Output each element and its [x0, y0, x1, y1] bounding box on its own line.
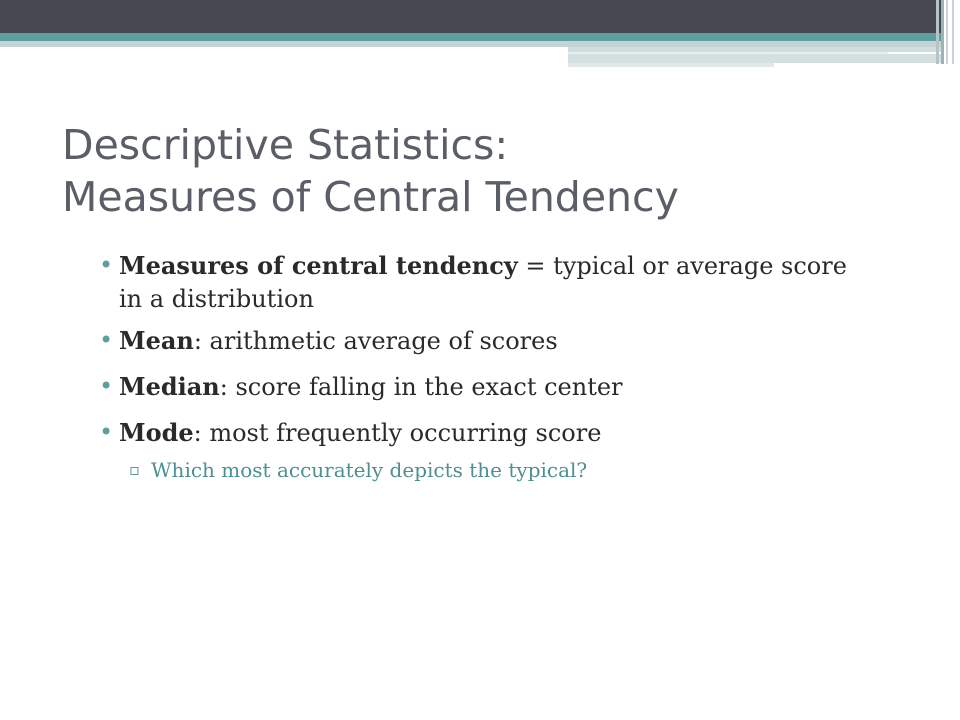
bullet-text: : score falling in the exact center — [219, 373, 623, 401]
bullet-dot-icon: • — [99, 326, 114, 354]
bullet-term: Mode — [119, 418, 194, 447]
bullet-item-mean — [99, 324, 859, 358]
slide-title-line-1: Descriptive Statistics: — [62, 121, 509, 169]
header-teal-stripe — [0, 33, 944, 41]
bullet-item-mode — [99, 416, 859, 450]
bullet-text: : most frequently occurring score — [193, 419, 602, 447]
header-lower-stripe — [568, 54, 944, 63]
bullet-dot-icon: • — [99, 251, 114, 279]
slide-title — [62, 119, 902, 223]
sub-bullet-text: Which most accurately depicts the typical? — [151, 458, 588, 482]
edge-line-2 — [941, 0, 944, 64]
bullet-dot-icon: • — [99, 372, 114, 400]
bullet-dot-icon: • — [99, 418, 114, 446]
slide-title-line-2: Measures of Central Tendency — [62, 173, 679, 221]
bullet-item-median — [99, 370, 859, 404]
sub-bullet-square-icon: ▫ — [129, 460, 140, 479]
sub-bullet-item — [99, 456, 859, 484]
bullet-term: Measures of central tendency — [119, 251, 518, 280]
edge-line-1 — [936, 0, 939, 64]
header-decoration — [0, 0, 960, 70]
bullet-text: = typical or average score in a distribution — [119, 252, 847, 313]
bullet-item-central-tendency — [99, 249, 859, 316]
bullet-text: : arithmetic average of scores — [193, 327, 558, 355]
header-dark-band — [0, 0, 944, 33]
bullet-term: Mean — [119, 326, 194, 355]
bullet-term: Median — [119, 372, 220, 401]
bullet-list — [99, 249, 859, 496]
edge-line-4 — [952, 0, 954, 64]
header-tail-stripe — [568, 63, 774, 67]
